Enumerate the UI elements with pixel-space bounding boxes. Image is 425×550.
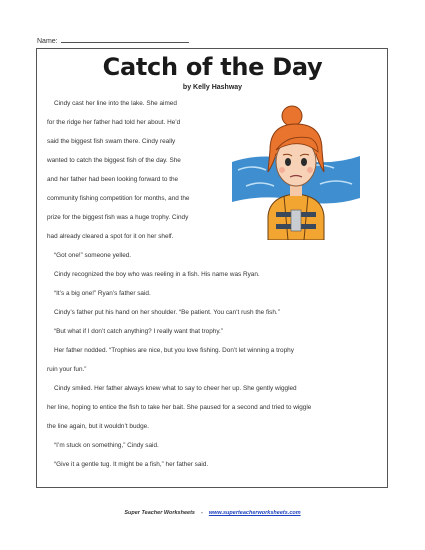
name-field xyxy=(37,36,189,45)
story-line: Cindy cast her line into the lake. She aimed xyxy=(54,100,177,107)
story-author: by Kelly Hashway xyxy=(182,84,243,91)
story-line: “I’m stuck on something,” Cindy said. xyxy=(54,442,159,449)
story-line: “Got one!” someone yelled. xyxy=(54,252,132,259)
story-line: ruin your fun.” xyxy=(47,366,87,373)
footer-brand: Super Teacher Worksheets xyxy=(124,510,195,516)
footer-url-link[interactable]: www.superteacherworksheets.com xyxy=(208,510,301,516)
story-title: Catch of the Day xyxy=(102,53,323,81)
story-line: Her father nodded. “Trophies are nice, but you love fishing. Don’t let winning a trophy xyxy=(54,347,294,354)
story-line: had already cleared a spot for it on her shelf. xyxy=(47,233,174,240)
story-line: the line again, but it wouldn’t budge. xyxy=(47,423,149,430)
story-line: community fishing competition for months, and the xyxy=(47,195,190,202)
story-line: Cindy’s father put his hand on her shoulder. “Be patient. You can’t rush the fish.” xyxy=(54,309,280,316)
page-footer xyxy=(0,510,425,516)
footer-separator: - xyxy=(200,510,203,516)
story-line: her line, hoping to entice the fish to take her bait. She paused for a second and tried to wiggle xyxy=(47,404,312,411)
story-line: Cindy smiled. Her father always knew what to say to cheer her up. She gently wiggled xyxy=(54,385,297,392)
story-line: Cindy recognized the boy who was reeling in a fish. His name was Ryan. xyxy=(54,271,260,278)
girl-in-life-vest-illustration xyxy=(232,100,360,240)
story-line: wanted to catch the biggest fish of the day. She xyxy=(47,157,181,164)
story-line: prize for the biggest fish was a huge trophy. Cindy xyxy=(47,214,189,221)
story-line: said the biggest fish swam there. Cindy really xyxy=(47,138,176,145)
story-line: and her father had been looking forward to the xyxy=(47,176,179,183)
story-line: “But what if I don’t catch anything? I really want that trophy.” xyxy=(54,328,223,335)
name-label: Name: xyxy=(37,38,58,45)
name-blank-line xyxy=(61,36,189,43)
story-line: “Give it a gentle tug. It might be a fish,” her father said. xyxy=(54,461,209,468)
story-line: for the ridge her father had told her about. He’d xyxy=(47,119,181,126)
story-line: “It’s a big one!” Ryan’s father said. xyxy=(54,290,151,297)
